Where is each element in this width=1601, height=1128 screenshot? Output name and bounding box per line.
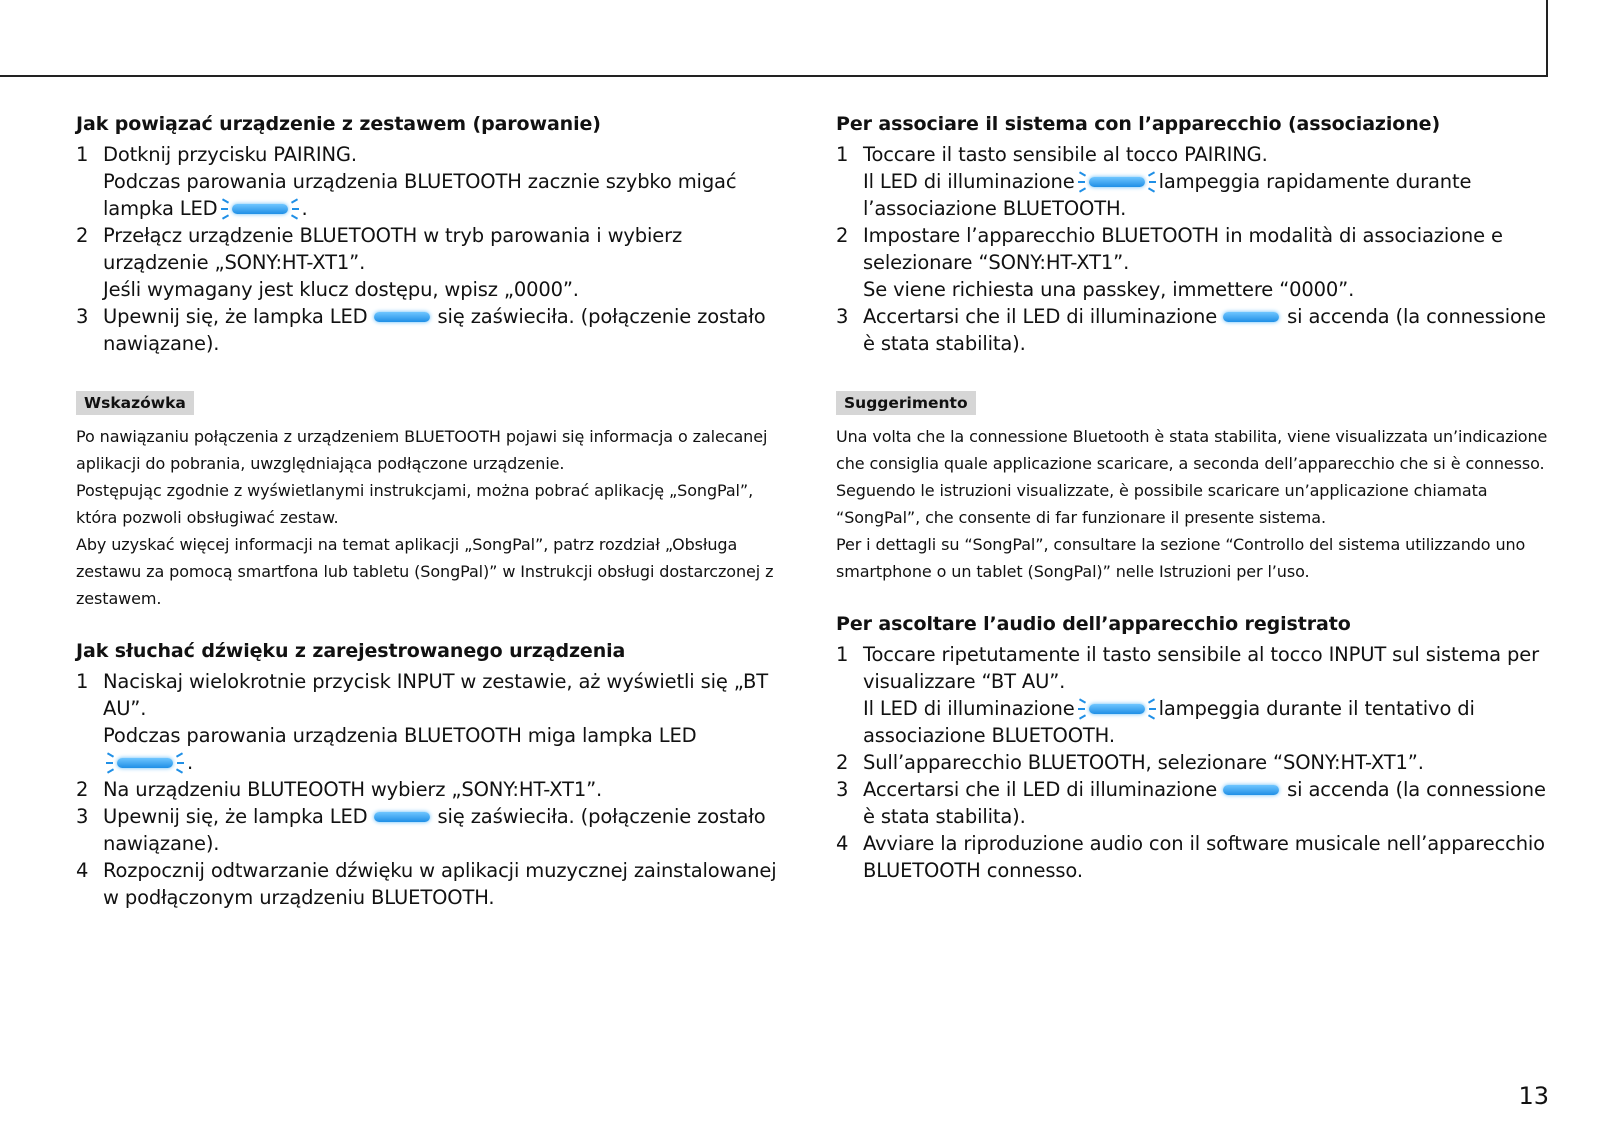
- step-text: Podczas parowania urządzenia BLUETOOTH miga lampka LED: [103, 724, 697, 747]
- section-title: Jak słuchać dźwięku z zarejestrowanego urządzenia: [76, 640, 626, 662]
- tip-box: [76, 391, 791, 612]
- step-text: Impostare l’apparecchio BLUETOOTH in modalità di associazione e selezionare “SONY:HT-XT1”.: [863, 224, 1503, 274]
- step-number: 2: [76, 778, 89, 801]
- section-pairing-pl: [76, 113, 791, 357]
- step-text: lampeggia durante il tentativo di associazione BLUETOOTH.: [863, 697, 1475, 747]
- step-3: [76, 803, 791, 857]
- led-on-icon: [1223, 312, 1279, 322]
- step-number: 3: [76, 805, 89, 828]
- step-text: Se viene richiesta una passkey, immettere “0000”.: [863, 278, 1355, 301]
- step-2: [76, 222, 791, 303]
- step-3: [76, 303, 791, 357]
- step-text: Il LED di illuminazione: [863, 170, 1075, 193]
- step-2: [836, 222, 1548, 303]
- led-blinking-icon: [1089, 704, 1145, 714]
- header-rule: [0, 75, 1548, 77]
- led-on-icon: [374, 812, 430, 822]
- section-title: Per ascoltare l’audio dell’apparecchio registrato: [836, 613, 1351, 635]
- step-number: 3: [836, 305, 849, 328]
- step-1: [836, 641, 1548, 749]
- led-blinking-icon: [232, 204, 288, 214]
- header-rule-vertical: [1546, 0, 1548, 77]
- led-on-icon: [1223, 785, 1279, 795]
- step-text: się zaświeciła. (połączenie zostało nawiązane).: [103, 305, 766, 355]
- step-2: [836, 749, 1548, 776]
- step-text: Jeśli wymagany jest klucz dostępu, wpisz „0000”.: [103, 278, 579, 301]
- step-text: się zaświeciła. (połączenie zostało nawiązane).: [103, 805, 766, 855]
- tip-text: [76, 423, 791, 612]
- step-number: 3: [76, 305, 89, 328]
- step-number: 2: [836, 224, 849, 247]
- step-4: [76, 857, 791, 911]
- step-number: 2: [836, 751, 849, 774]
- steps-list: [836, 641, 1548, 884]
- step-text: Na urządzeniu BLUTEOOTH wybierz „SONY:HT-XT1”.: [103, 778, 603, 801]
- step-text: Upewnij się, że lampka LED: [103, 805, 368, 828]
- section-title: Jak powiązać urządzenie z zestawem (parowanie): [76, 113, 601, 135]
- step-text: Rozpocznij odtwarzanie dźwięku w aplikacji muzycznej zainstalowanej w podłączonym urządzeniu BLUETOOTH.: [103, 859, 777, 909]
- step-text: lampka LED: [103, 197, 218, 220]
- step-number: 3: [836, 778, 849, 801]
- steps-list: [836, 141, 1548, 357]
- step-number: 2: [76, 224, 89, 247]
- step-2: [76, 776, 791, 803]
- step-text: Accertarsi che il LED di illuminazione: [863, 778, 1218, 801]
- step-number: 1: [76, 143, 89, 166]
- step-text: Avviare la riproduzione audio con il software musicale nell’apparecchio BLUETOOTH connesso.: [863, 832, 1545, 882]
- step-text: si accenda (la connessione è stata stabilita).: [863, 305, 1546, 355]
- step-1: [76, 668, 791, 776]
- page-number: 13: [1518, 1082, 1549, 1110]
- tip-paragraph: Una volta che la connessione Bluetooth è stata stabilita, viene visualizzata un’indicazione che consiglia quale applicazione scaricare, a seconda dell’apparecchio che si è connesso.: [836, 427, 1548, 473]
- tip-paragraph: Per i dettagli su “SongPal”, consultare la sezione “Controllo del sistema utilizzando uno smartphone o un tablet (SongPal)” nelle Istruzioni per l’uso.: [836, 535, 1526, 581]
- step-text: Dotknij przycisku PAIRING.: [103, 143, 357, 166]
- step-number: 1: [836, 143, 849, 166]
- step-text: Przełącz urządzenie BLUETOOTH w tryb parowania i wybierz urządzenie „SONY:HT-XT1”.: [103, 224, 683, 274]
- section-listen-it: [836, 613, 1548, 884]
- section-pairing-it: [836, 113, 1548, 357]
- steps-list: [76, 141, 791, 357]
- step-number: 4: [76, 859, 89, 882]
- step-text: Upewnij się, że lampka LED: [103, 305, 368, 328]
- step-3: [836, 776, 1548, 830]
- led-blinking-icon: [117, 758, 173, 768]
- step-text: Toccare il tasto sensibile al tocco PAIRING.: [863, 143, 1268, 166]
- step-text: .: [301, 197, 308, 220]
- step-text: Sull’apparecchio BLUETOOTH, selezionare “SONY:HT-XT1”.: [863, 751, 1424, 774]
- step-number: 4: [836, 832, 849, 855]
- step-text: Toccare ripetutamente il tasto sensibile al tocco INPUT sul sistema per visualizzare “BT AU”.: [863, 643, 1539, 693]
- tip-paragraph: Seguendo le istruzioni visualizzate, è possibile scaricare un’applicazione chiamata “SongPal”, che consente di far funzionare il presente sistema.: [836, 481, 1488, 527]
- step-number: 1: [836, 643, 849, 666]
- steps-list: [76, 668, 791, 911]
- led-blinking-icon: [1089, 177, 1145, 187]
- step-4: [836, 830, 1548, 884]
- tip-label: Suggerimento: [836, 391, 976, 415]
- step-text: Naciskaj wielokrotnie przycisk INPUT w zestawie, aż wyświetli się „BT AU”.: [103, 670, 769, 720]
- step-3: [836, 303, 1548, 357]
- step-number: 1: [76, 670, 89, 693]
- tip-paragraph: Aby uzyskać więcej informacji na temat aplikacji „SongPal”, patrz rozdział „Obsługa zestawu za pomocą smartfona lub tabletu (SongPal)” w Instrukcji obsługi dostarczonej z zestawem.: [76, 535, 774, 608]
- step-text: Accertarsi che il LED di illuminazione: [863, 305, 1218, 328]
- step-text: Podczas parowania urządzenia BLUETOOTH zacznie szybko migać: [103, 170, 737, 193]
- step-1: [836, 141, 1548, 222]
- section-listen-pl: [76, 640, 791, 911]
- tip-paragraph: Po nawiązaniu połączenia z urządzeniem BLUETOOTH pojawi się informacja o zalecanej aplikacji do pobrania, uwzględniająca podłączone urządzenie.: [76, 427, 768, 473]
- column-polish: [76, 113, 791, 911]
- step-text: Il LED di illuminazione: [863, 697, 1075, 720]
- led-on-icon: [374, 312, 430, 322]
- step-1: [76, 141, 791, 222]
- column-italian: [836, 113, 1548, 884]
- tip-text: [836, 423, 1548, 585]
- step-text: si accenda (la connessione è stata stabilita).: [863, 778, 1546, 828]
- step-text: .: [187, 751, 194, 774]
- tip-label: Wskazówka: [76, 391, 194, 415]
- tip-box: [836, 391, 1548, 585]
- step-text: lampeggia rapidamente durante l’associazione BLUETOOTH.: [863, 170, 1472, 220]
- tip-paragraph: Postępując zgodnie z wyświetlanymi instrukcjami, można pobrać aplikację „SongPal”, która pozwoli obsługiwać zestaw.: [76, 481, 754, 527]
- section-title: Per associare il sistema con l’apparecchio (associazione): [836, 113, 1441, 135]
